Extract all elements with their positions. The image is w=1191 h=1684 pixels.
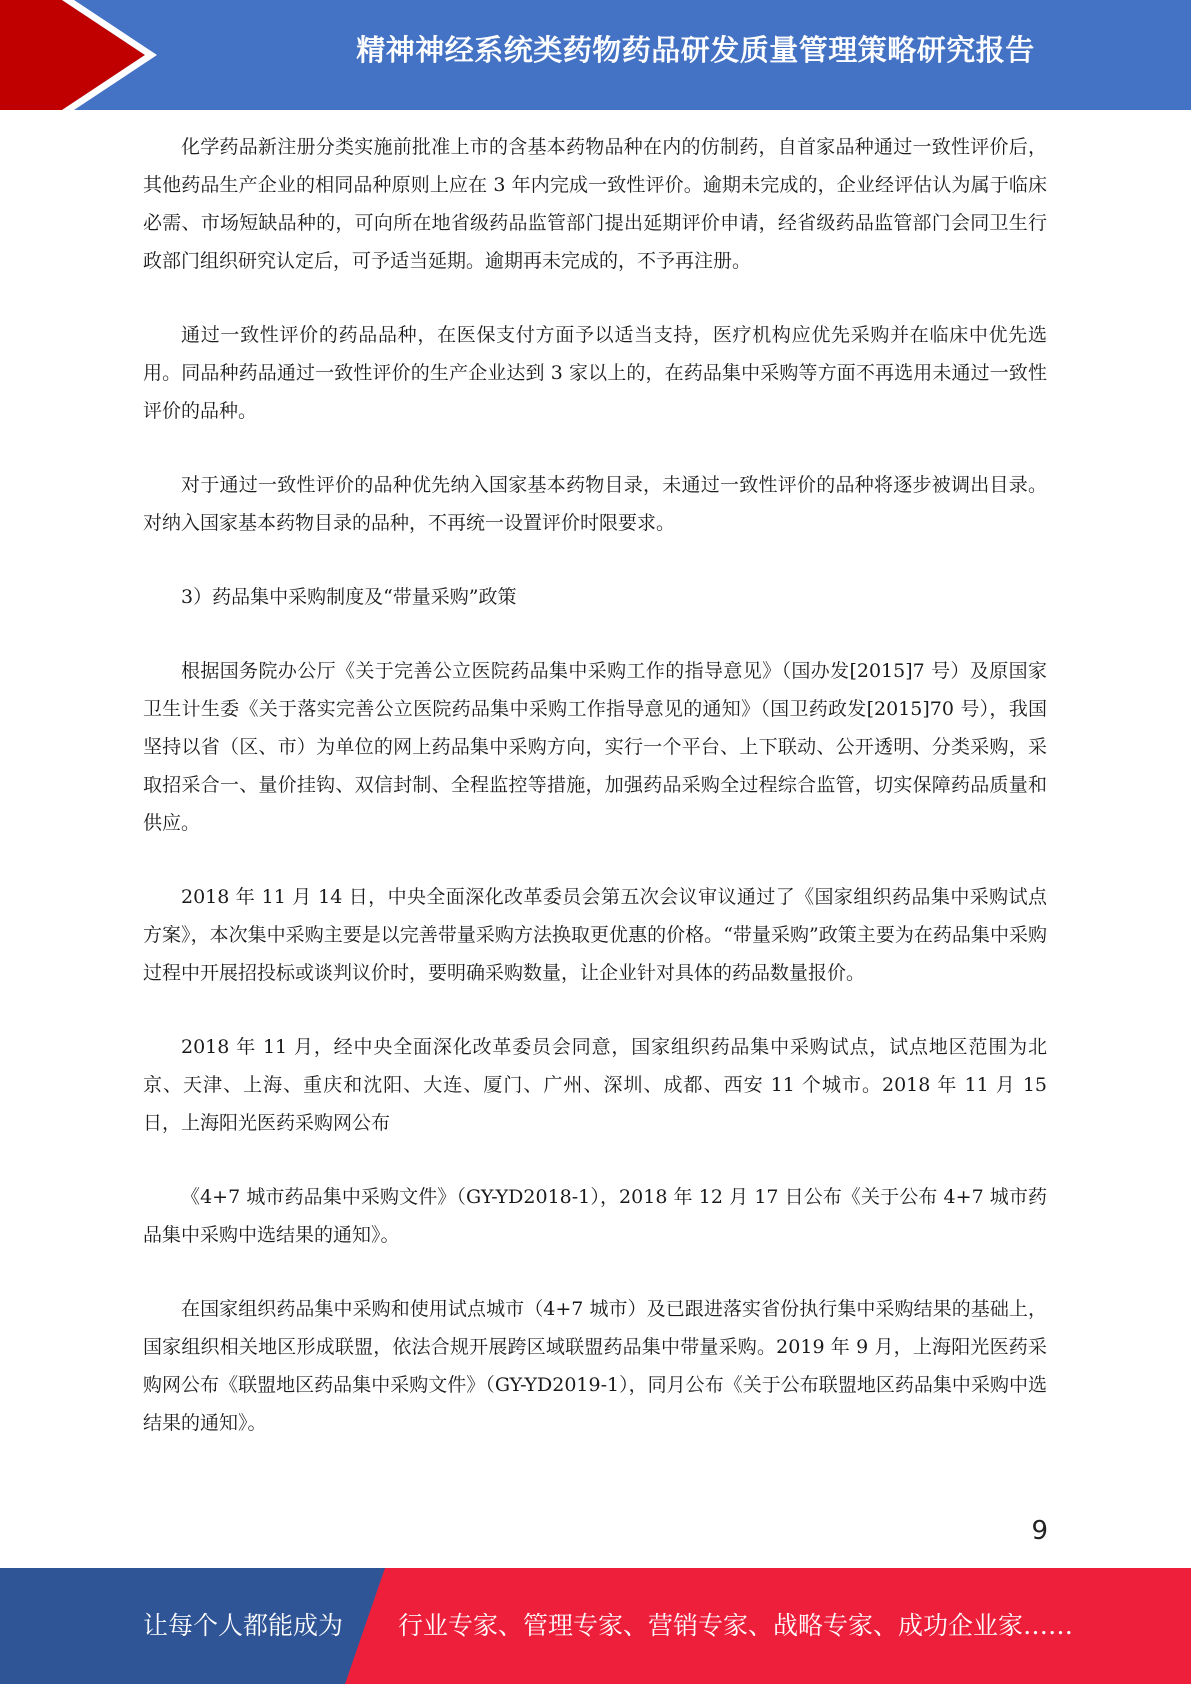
paragraph: 通过一致性评价的药品品种，在医保支付方面予以适当支持，医疗机构应优先采购并在临床中优先选用。同品种药品通过一致性评价的生产企业达到 3 家以上的，在药品集中采购等方面不再选用未通过一致性评价的品种。 [143,324,1047,422]
section-heading: 3）药品集中采购制度及“带量采购”政策 [181,586,517,608]
paragraph: 对于通过一致性评价的品种优先纳入国家基本药物目录，未通过一致性评价的品种将逐步被调出目录。对纳入国家基本药物目录的品种，不再统一设置评价时限要求。 [143,474,1047,534]
paragraph: 在国家组织药品集中采购和使用试点城市（4+7 城市）及已跟进落实省份执行集中采购结果的基础上，国家组织相关地区形成联盟，依法合规开展跨区域联盟药品集中带量采购。2019 年 9 月，上海阳光医药采购网公布《联盟地区药品集中采购文件》（GY-YD2019-1），同月公布《关于公布联盟地区药品集中采购中选结果的通知》。 [143,1298,1047,1434]
paragraph: 化学药品新注册分类实施前批准上市的含基本药物品种在内的仿制药，自首家品种通过一致性评价后，其他药品生产企业的相同品种原则上应在 3 年内完成一致性评价。逾期未完成的，企业经评估认为属于临床必需、市场短缺品种的，可向所在地省级药品监管部门提出延期评价申请，经省级药品监管部门会同卫生行政部门组织研究认定后，可予适当延期。逾期再未完成的，不予再注册。 [143,136,1047,272]
paragraph: 2018 年 11 月 14 日，中央全面深化改革委员会第五次会议审议通过了《国家组织药品集中采购试点方案》，本次集中采购主要是以完善带量采购方法换取更优惠的价格。“带量采购”政策主要为在药品集中采购过程中开展招投标或谈判议价时，要明确采购数量，让企业针对具体的药品数量报价。 [143,886,1047,984]
paragraph: 《4+7 城市药品集中采购文件》（GY-YD2018-1），2018 年 12 月 17 日公布《关于公布 4+7 城市药品集中采购中选结果的通知》。 [143,1186,1047,1246]
paragraph: 根据国务院办公厅《关于完善公立医院药品集中采购工作的指导意见》（国办发[2015]7 号）及原国家卫生计生委《关于落实完善公立医院药品集中采购工作指导意见的通知》（国卫药政发[2015]70 号），我国坚持以省（区、市）为单位的网上药品集中采购方向，实行一个平台、上下联动、公开透明、分类采购，采取招采合一、量价挂钩、双信封制、全程监控等措施，加强药品采购全过程综合监管，切实保障药品质量和供应。 [143,660,1047,834]
footer-slogan-left: 让每个人都能成为 [143,1611,344,1640]
footer-slogan-right: 行业专家、管理专家、营销专家、战略专家、成功企业家…… [398,1611,1074,1640]
main-content [143,128,1047,1478]
page-header [0,0,1191,110]
page-footer [0,1568,1191,1684]
page-number: 9 [1031,1516,1048,1546]
paragraph: 2018 年 11 月，经中央全面深化改革委员会同意，国家组织药品集中采购试点，试点地区范围为北京、天津、上海、重庆和沈阳、大连、厦门、广州、深圳、成都、西安 11 个城市。2018 年 11 月 15 日，上海阳光医药采购网公布 [143,1036,1047,1134]
report-title: 精神神经系统类药物药品研发质量管理策略研究报告 [356,33,1035,67]
